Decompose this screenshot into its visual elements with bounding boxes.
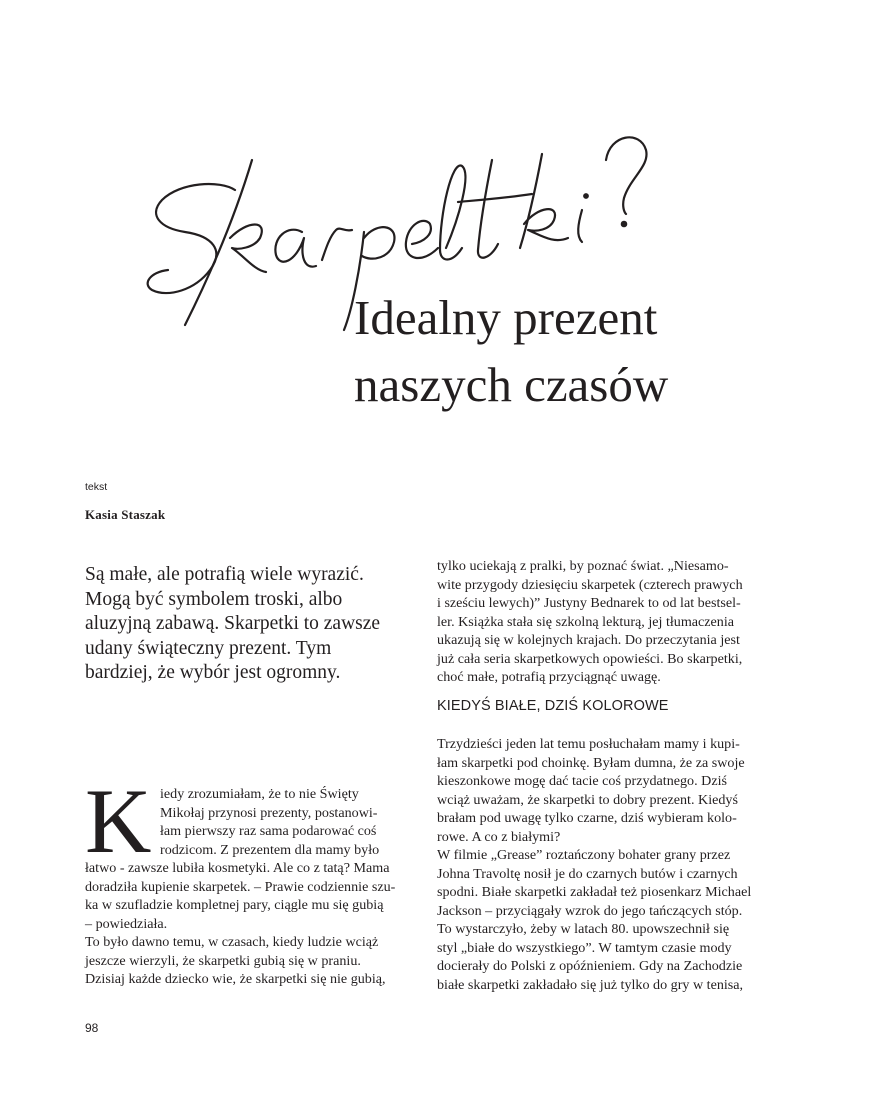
credit-label: tekst	[85, 481, 108, 493]
body-line: docierały do Polski z opóźnieniem. Gdy na Zachodzie	[437, 958, 743, 974]
lead-line: aluzyjną zabawą. Skarpetki to zawsze	[85, 613, 381, 634]
body-line: Trzydzieści jeden lat temu posłuchałam mamy i kupi-	[437, 736, 740, 752]
lead-line: udany świąteczny prezent. Tym	[85, 637, 332, 659]
body-line: wciąż uważam, że skarpetki to dobry prezent. Kiedyś	[437, 791, 738, 808]
headline-line-1: Idealny prezent	[354, 290, 658, 345]
body-line: To wystarczyło, żeby w latach 80. upowszechnił się	[437, 921, 730, 937]
body-line: wite przygody dziesięciu skarpetek (czterech prawych	[437, 576, 743, 593]
body-line: rowe. A co z białymi?	[437, 828, 561, 845]
body-line: brałam pod uwagę tylko czarne, dziś wybieram kolo-	[437, 810, 737, 826]
article-column-right-top	[437, 557, 767, 687]
body-line: Dzisiaj każde dziecko wie, że skarpetki się nie gubią,	[85, 971, 386, 987]
lead-paragraph	[85, 563, 405, 686]
body-line: już cała seria skarpetkowych opowieści. Bo skarpetki,	[437, 650, 743, 667]
headline-line-2: naszych czasów	[354, 357, 669, 412]
article-column-right-bottom	[437, 735, 767, 994]
body-line: łatwo - zawsze lubiła kosmetyki. Ale co z tatą? Mama	[85, 860, 390, 876]
lead-line: bardziej, że wybór jest ogromny.	[85, 662, 341, 683]
body-line: kieszonkowe mogę dać tacie coś przydatnego. Dziś	[437, 773, 727, 789]
drop-cap: K	[85, 770, 152, 872]
body-line: doradziła kupienie skarpetek. – Prawie codziennie szu-	[85, 878, 396, 895]
body-line: To było dawno temu, w czasach, kiedy ludzie wciąż	[85, 934, 379, 950]
body-line: iedy zrozumiałam, że to nie Święty	[160, 786, 359, 802]
body-line: rodzicom. Z prezentem dla mamy było	[160, 841, 380, 858]
body-line: łam pierwszy raz sama podarować coś	[160, 823, 377, 839]
lead-line: Mogą być symbolem troski, albo	[85, 588, 343, 610]
body-line: Jackson – przyciągały wzrok do jego tańczących stóp.	[437, 902, 743, 919]
body-line: łam skarpetki pod choinkę. Byłam dumna, że za swoje	[437, 754, 745, 771]
body-line: tylko uciekają z pralki, by poznać świat. „Niesamo-	[437, 558, 729, 574]
body-line: styl „białe do wszystkiego”. W tamtym czasie mody	[437, 939, 732, 956]
body-line: ler. Książka stała się szkolną lekturą, jej tłumaczenia	[437, 613, 735, 630]
body-line: ka w szufladzie kompletnej pary, ciągle mu się gubią	[85, 897, 384, 913]
credit-author: Kasia Staszak	[85, 507, 166, 522]
body-line: Johna Travoltę nosił je do czarnych butów i czarnych	[437, 865, 738, 882]
page-number: 98	[85, 1021, 99, 1035]
article-column-left	[85, 770, 405, 989]
section-subheading: KIEDYŚ BIAŁE, DZIŚ KOLOROWE	[437, 698, 669, 714]
body-line: choć małe, potrafią przyciągnąć uwagę.	[437, 669, 661, 685]
body-line: jeszcze wierzyli, że skarpetki gubią się w praniu.	[85, 952, 361, 969]
body-line: W filmie „Grease” roztańczony bohater grany przez	[437, 847, 731, 863]
body-line: ukazują się w kolejnych krajach. Do przeczytania jest	[437, 632, 740, 648]
body-line: Mikołaj przynosi prezenty, postanowi-	[160, 804, 378, 821]
body-line: białe skarpetki zakładało się już tylko do gry w tenisa,	[437, 976, 744, 993]
body-line: i sześciu lewych)” Justyny Bednarek to od lat bestsel-	[437, 595, 741, 611]
body-line: spodni. Białe skarpetki zakładał też piosenkarz Michael	[437, 884, 752, 900]
body-line: – powiedziała.	[85, 915, 168, 932]
headline	[354, 284, 668, 418]
lead-line: Są małe, ale potrafią wiele wyrazić.	[85, 564, 364, 585]
